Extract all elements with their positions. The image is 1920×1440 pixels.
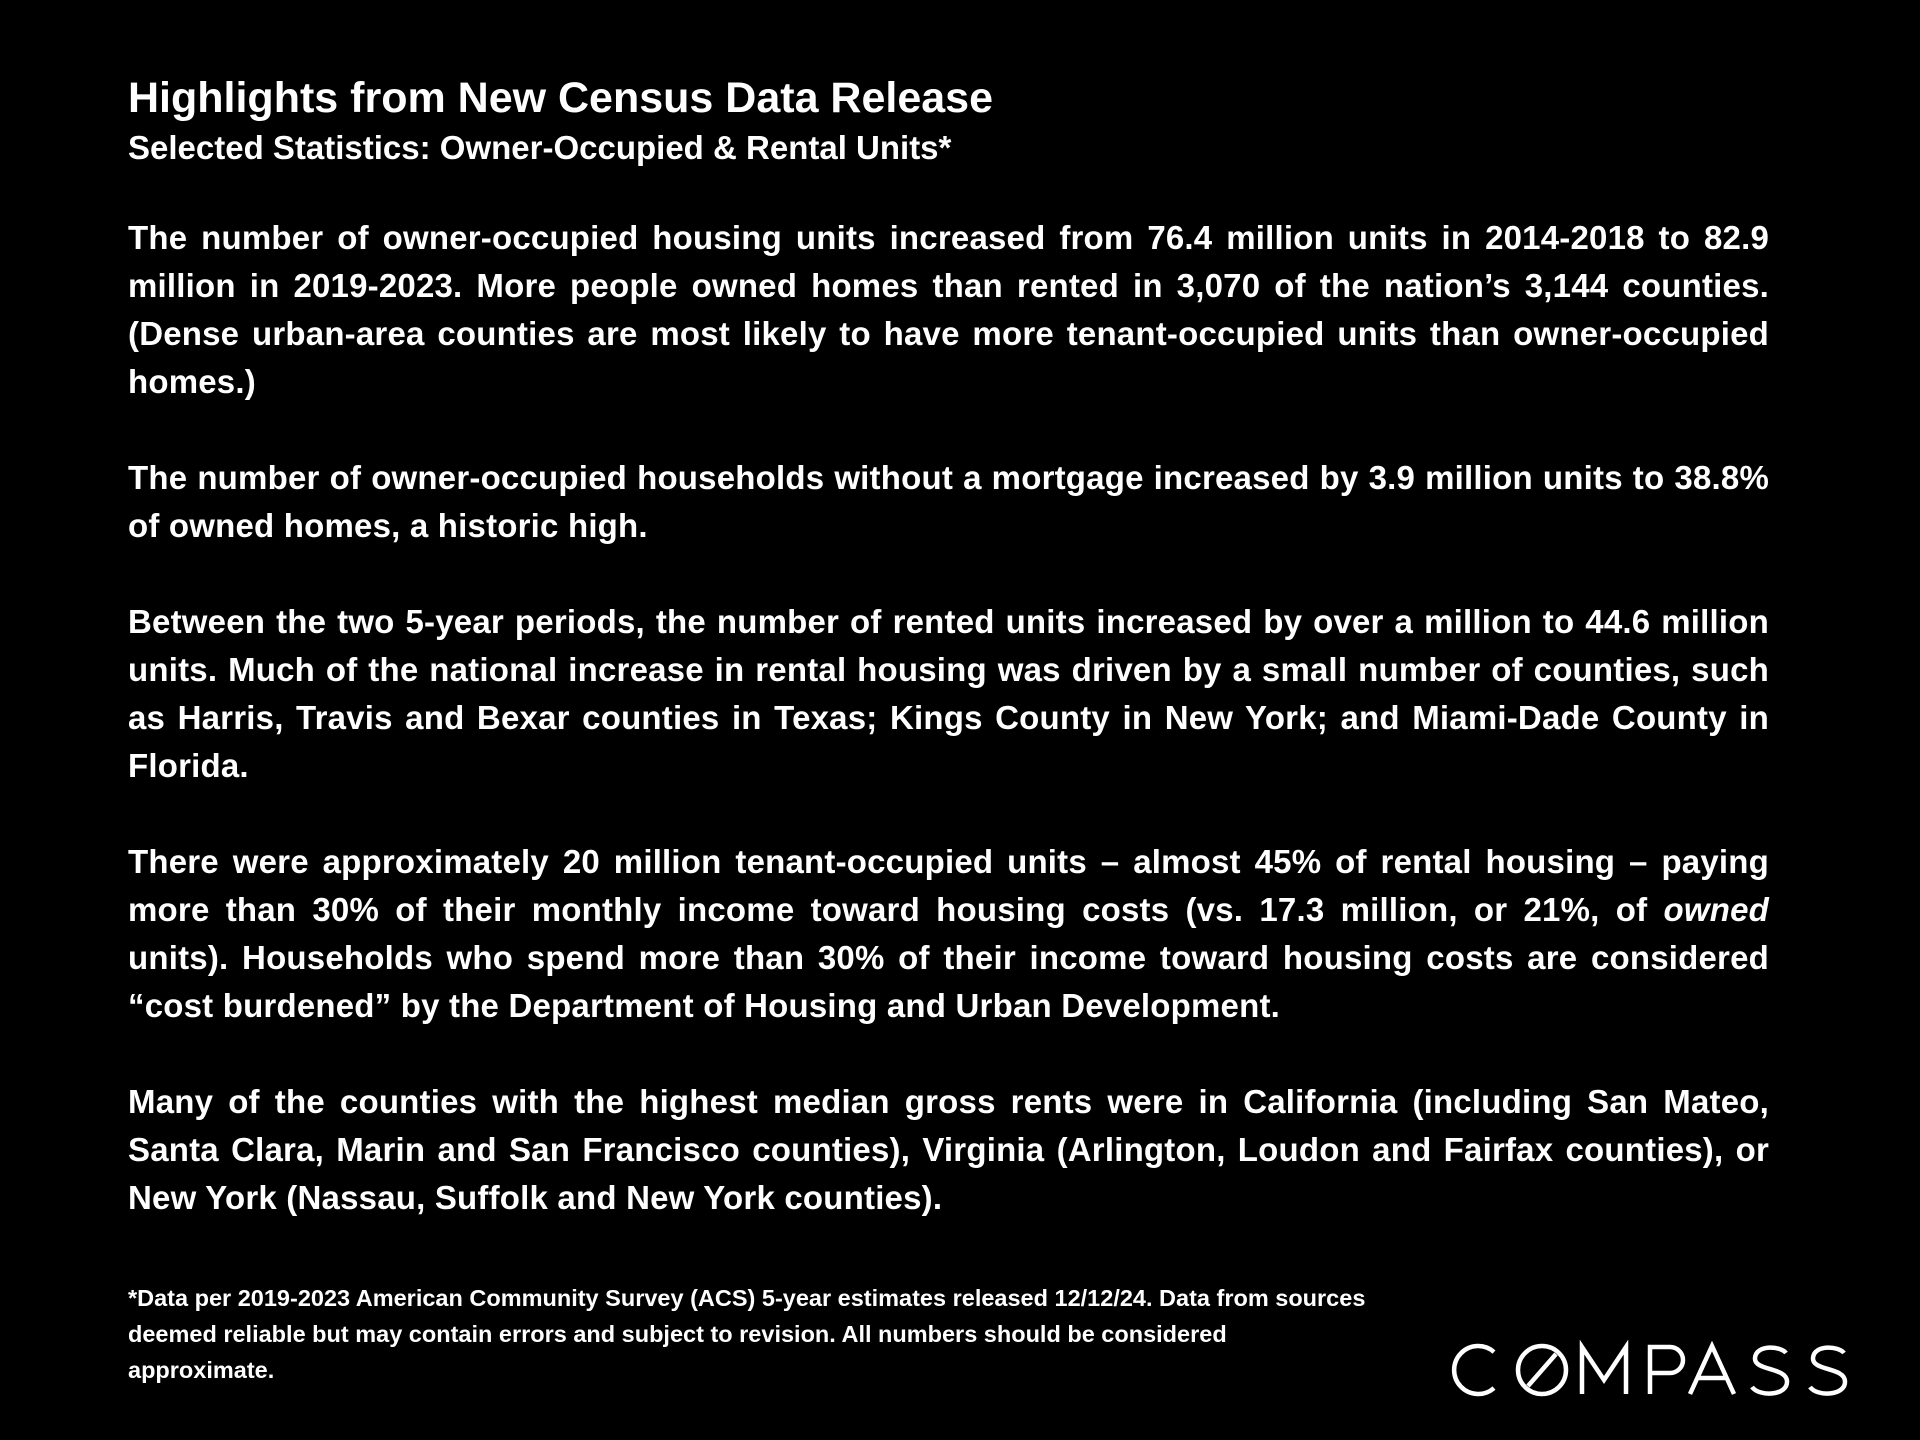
paragraph-rented-units: Between the two 5-year periods, the number of rented units increased by over a million to 44.6 million units. Much of the national increase in rental housing was driven by a small number of counties, such as Harris, Travis and Bexar counties in Texas; Kings County in New York; and Miami-Dade County in Florida. xyxy=(128,603,1769,784)
paragraph-median-rents: Many of the counties with the highest median gross rents were in California (including San Mateo, Santa Clara, Marin and San Francisco counties), Virginia (Arlington, Loudon and Fairfax counties), or New York (Nassau, Suffolk and New York counties). xyxy=(128,1083,1769,1216)
paragraph-cost-burdened-part1: There were approximately 20 million tenant-occupied units – almost 45% of rental housing – paying more than 30% of their monthly income toward housing costs (vs. 17.3 million, or 21%, of xyxy=(128,843,1769,928)
compass-logo xyxy=(1450,1340,1854,1400)
paragraph-no-mortgage: The number of owner-occupied households without a mortgage increased by 3.9 million units to 38.8% of owned homes, a historic high. xyxy=(128,459,1769,544)
footnote: *Data per 2019-2023 American Community Survey (ACS) 5-year estimates released 12/12/24. Data from sources deemed reliable but may contain errors and subject to revision. All numbers should be considered approximate. xyxy=(128,1285,1366,1383)
page-title: Highlights from New Census Data Release xyxy=(128,74,993,122)
paragraph-cost-burdened-italic: owned xyxy=(1663,891,1769,928)
paragraph-owner-occupied: The number of owner-occupied housing units increased from 76.4 million units in 2014-2018 to 82.9 million in 2019-2023. More people owned homes than rented in 3,070 of the nation’s 3,144 counties. (Dense urban-area counties are most likely to have more tenant-occupied units than owner-occupied homes.) xyxy=(128,219,1769,400)
slide-content xyxy=(128,70,1769,1270)
page-subtitle: Selected Statistics: Owner-Occupied & Rental Units* xyxy=(128,129,952,166)
paragraph-cost-burdened-part2: units). Households who spend more than 30% of their income toward housing costs are considered “cost burdened” by the Department of Housing and Urban Development. xyxy=(128,939,1769,1024)
paragraph-cost-burdened xyxy=(128,838,1769,1030)
